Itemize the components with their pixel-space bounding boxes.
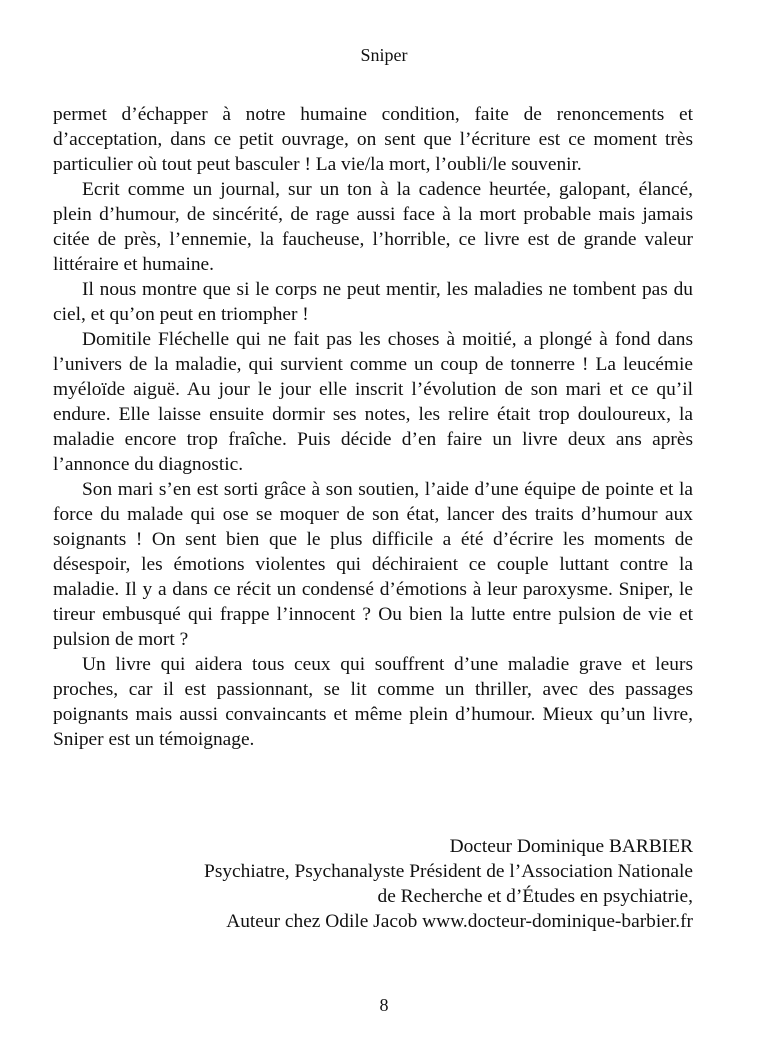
signature-title-line: de Recherche et d’Études en psychiatrie, <box>377 886 693 907</box>
running-head: Sniper <box>360 45 408 65</box>
paragraph: Un livre qui aidera tous ceux qui souffrent d’une maladie grave et leurs proches, car il est passionnant, se lit comme un thriller, avec des passages poignants mais aussi convaincants et même plein d’humour. Mieux qu’un livre, Sniper est un témoignage. <box>53 654 693 750</box>
paragraph: Ecrit comme un journal, sur un ton à la cadence heurtée, galopant, élancé, plein d’humour, de sincérité, de rage aussi face à la mort probable mais jamais citée de près, l’ennemie, la faucheuse, l’horrible, ce livre est de grande valeur littéraire et humaine. <box>53 179 693 275</box>
paragraph-continuation: permet d’échapper à notre humaine condition, faite de renoncements et d’acceptation, dans ce petit ouvrage, on sent que l’écriture est ce moment très particulier où tout peut basculer ! La vie/la mort, l’oubli/le souvenir. <box>53 104 693 175</box>
signature-name: Docteur Dominique BARBIER <box>449 836 693 857</box>
page-number: 8 <box>379 995 389 1015</box>
paragraph: Il nous montre que si le corps ne peut mentir, les maladies ne tombent pas du ciel, et qu’on peut en triompher ! <box>53 279 693 325</box>
paragraph: Domitile Fléchelle qui ne fait pas les choses à moitié, a plongé à fond dans l’univers de la maladie, qui survient comme un coup de tonnerre ! La leucémie myéloïde aiguë. Au jour le jour elle inscrit l’évolution de son mari et ce qu’il endure. Elle laisse ensuite dormir ses notes, les relire était trop douloureux, la maladie encore trop fraîche. Puis décide d’en faire un livre deux ans après l’annonce du diagnostic. <box>53 329 693 475</box>
signature-block <box>53 834 693 934</box>
body-text <box>53 102 693 752</box>
paragraph: Son mari s’en est sorti grâce à son soutien, l’aide d’une équipe de pointe et la force du malade qui ose se moquer de son état, lancer des traits d’humour aux soignants ! On sent bien que le plus difficile a été d’écrire les moments de désespoir, les émotions violentes qui déchiraient ce couple luttant contre la maladie. Il y a dans ce récit un condensé d’émotions à leur paroxysme. Sniper, le tireur embusqué qui frappe l’innocent ? Ou bien la lutte entre pulsion de vie et pulsion de mort ? <box>53 479 693 650</box>
signature-title-line: Auteur chez Odile Jacob www.docteur-dominique-barbier.fr <box>226 911 693 932</box>
signature-title-line: Psychiatre, Psychanalyste Président de l’Association Nationale <box>204 861 693 882</box>
